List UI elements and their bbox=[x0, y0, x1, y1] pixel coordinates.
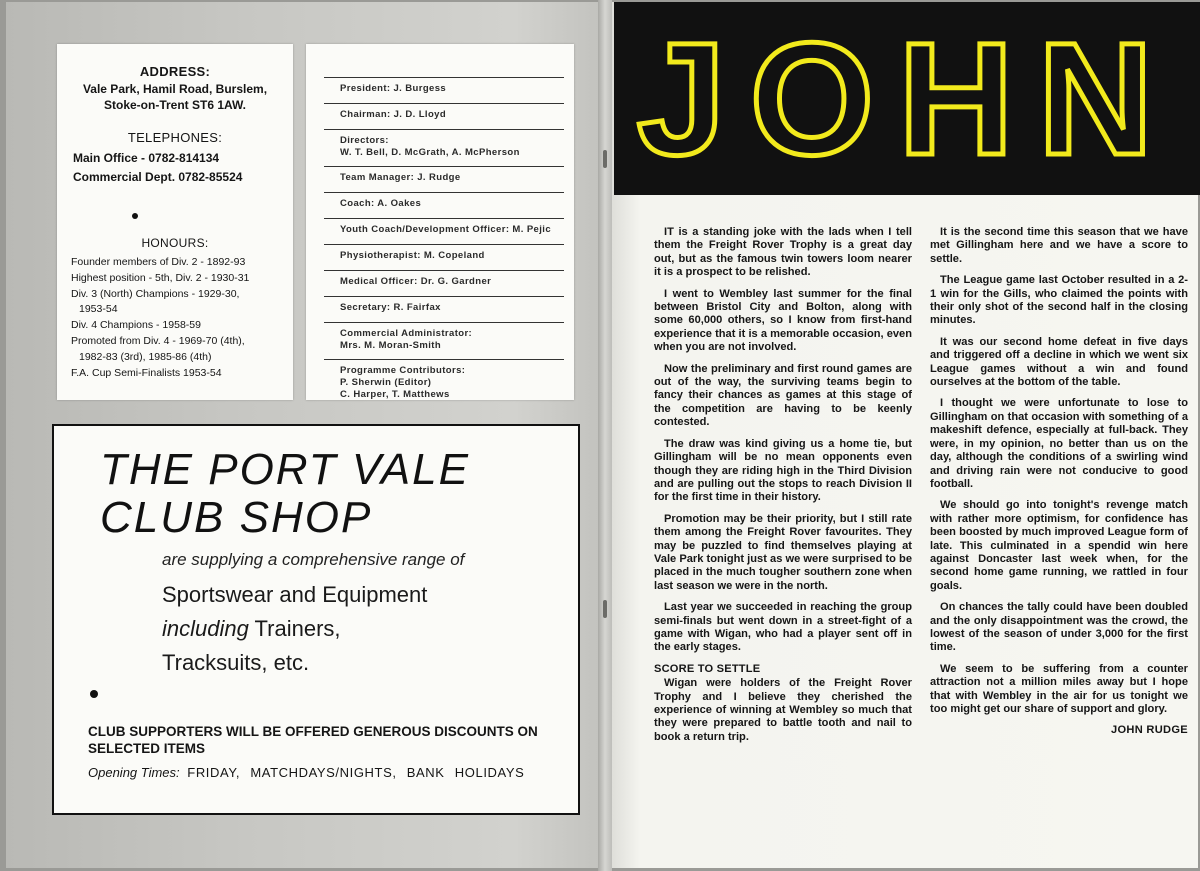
official-text: Physiotherapist: M. Copeland bbox=[340, 250, 485, 261]
shop-item-line: Sportswear and Equipment bbox=[162, 582, 428, 607]
article-paragraph: On chances the tally could have been doubled and the only disappointment was the crowd, the lowest of the season of under 3,000 for the first time. bbox=[930, 601, 1188, 654]
article-paragraph: Now the preliminary and first round games are out of the way, the surviving teams begin to fancy their chances as games at this stage of the competition are having to be keenly contested. bbox=[654, 362, 912, 429]
official-row bbox=[324, 129, 564, 166]
shop-discount: CLUB SUPPORTERS WILL BE OFFERED GENEROUS DISCOUNTS ON SELECTED ITEMS bbox=[88, 724, 538, 756]
official-row bbox=[324, 270, 564, 296]
telephone-line: Main Office - 0782-814134 bbox=[73, 151, 220, 165]
shop-item-including: including bbox=[162, 616, 249, 641]
official-text: Team Manager: J. Rudge bbox=[340, 172, 461, 183]
official-row bbox=[324, 296, 564, 322]
address-heading: ADDRESS: bbox=[139, 64, 211, 79]
article-paragraph: It was our second home defeat in five days and triggered off a decline in which we went six League games without a win and found ourselves at the bottom of the table. bbox=[930, 335, 1188, 389]
address-lines bbox=[57, 81, 293, 113]
official-text: Mrs. M. Moran-Smith bbox=[340, 340, 442, 351]
honours-list bbox=[57, 255, 293, 381]
banner-title-text: JOHN bbox=[636, 9, 1178, 188]
telephones-heading: TELEPHONES: bbox=[127, 130, 223, 145]
official-text: Youth Coach/Development Officer: M. Pejic bbox=[340, 224, 552, 235]
bullet-icon bbox=[132, 213, 138, 219]
opening-times-label: Opening Times: bbox=[88, 765, 180, 780]
shop-title-line: CLUB SHOP bbox=[100, 493, 373, 542]
honour-item: F.A. Cup Semi-Finalists 1953-54 bbox=[71, 366, 222, 379]
honour-item: Promoted from Div. 4 - 1969-70 (4th), bbox=[71, 334, 245, 347]
shop-item-rest: Trainers, bbox=[248, 616, 341, 641]
shop-title-line: THE PORT VALE bbox=[100, 445, 470, 494]
official-row bbox=[324, 244, 564, 270]
official-text: Secretary: R. Fairfax bbox=[340, 302, 441, 313]
honour-item: 1982-83 (3rd), 1985-86 (4th) bbox=[79, 350, 212, 363]
club-shop-advert bbox=[52, 424, 580, 815]
article-paragraph: I went to Wembley last summer for the final between Bristol City and Bolton, along with some 60,000 others, so I know from first-hand experience that it is a memorable occasion, even when you are not involved. bbox=[654, 287, 912, 354]
article-paragraph: The draw was kind giving us a home tie, but Gillingham will be no mean opponents even though they are riding high in the Third Division and are pulling out the stops to reach Division II for the first time in their history. bbox=[654, 437, 912, 504]
article-paragraph: The League game last October resulted in a 2-1 win for the Gills, who claimed the points with their only shot of the second half in the closing minutes. bbox=[930, 274, 1188, 327]
title-banner bbox=[614, 2, 1200, 195]
article-column bbox=[654, 226, 912, 752]
article-subheading: SCORE TO SETTLE bbox=[654, 662, 761, 675]
official-text: C. Harper, T. Matthews bbox=[340, 389, 450, 400]
official-text: Programme Contributors: bbox=[340, 365, 466, 376]
staple bbox=[603, 150, 607, 168]
shop-title bbox=[100, 446, 470, 542]
official-row bbox=[324, 77, 564, 103]
address-card bbox=[57, 44, 293, 400]
official-row bbox=[324, 322, 564, 359]
shop-item-line bbox=[162, 612, 427, 646]
article-paragraph: Last year we succeeded in reaching the group semi-finals but went down in a street-fight of a game with Wigan, who had a player sent off in the early stages. bbox=[654, 601, 912, 654]
banner-title bbox=[614, 2, 1200, 195]
bullet-icon bbox=[90, 690, 98, 698]
honours-heading: HONOURS: bbox=[141, 236, 209, 250]
address-line: Stoke-on-Trent ST6 1AW. bbox=[103, 98, 247, 112]
article-paragraph: I thought we were unfortunate to lose to Gillingham on that occasion with something of a makeshift defence, especially at full-back. They were, in my opinion, no better than us on the day, although the conditions of a swirling wind and driving rain were not conducive to good football. bbox=[930, 397, 1188, 490]
official-text: President: J. Burgess bbox=[340, 83, 447, 94]
honour-item: Founder members of Div. 2 - 1892-93 bbox=[71, 256, 246, 268]
opening-times-value: FRIDAY, MATCHDAYS/NIGHTS, BANK HOLIDAYS bbox=[187, 765, 525, 780]
address-line: Vale Park, Hamil Road, Burslem, bbox=[82, 82, 268, 96]
article-paragraph: Promotion may be their priority, but I still rate them among the Freight Rover favourites. They may be puzzled to find themselves playing at Vale Park tonight just as we were surprised to be placed in the much tougher southern zone when last season we were in the north. bbox=[654, 512, 912, 592]
officials-list bbox=[324, 77, 564, 409]
honour-item: Div. 3 (North) Champions - 1929-30, bbox=[71, 287, 240, 300]
article-paragraph: IT is a standing joke with the lads when I tell them the Freight Rover Trophy is a great day out, but as the famous twin towers loom nearer it is a prospect to be relished. bbox=[654, 226, 912, 279]
telephone-lines bbox=[57, 149, 293, 187]
article-paragraph: We should go into tonight's revenge match with rather more optimism, for confidence has been boosted by much improved League form of late. This culminated in a spendid win here against Doncaster last week when, for the second home game running, we rattled in four goals. bbox=[930, 499, 1188, 592]
official-text: Medical Officer: Dr. G. Gardner bbox=[340, 276, 492, 287]
shop-opening-times bbox=[88, 765, 524, 780]
official-text: W. T. Bell, D. McGrath, A. McPherson bbox=[340, 147, 520, 158]
telephone-line: Commercial Dept. 0782-85524 bbox=[73, 170, 243, 184]
official-text: Coach: A. Oakes bbox=[340, 198, 422, 209]
official-text: Commercial Administrator: bbox=[340, 328, 473, 339]
official-row bbox=[324, 192, 564, 218]
official-row bbox=[324, 166, 564, 192]
official-text: Directors: bbox=[340, 135, 389, 146]
officials-card bbox=[306, 44, 574, 400]
article-column bbox=[930, 226, 1188, 738]
official-row bbox=[324, 218, 564, 244]
shop-items bbox=[162, 578, 427, 680]
official-text: P. Sherwin (Editor) bbox=[340, 377, 432, 388]
spine bbox=[598, 0, 612, 871]
shop-item-line: Tracksuits, etc. bbox=[162, 650, 310, 675]
article-byline: JOHN RUDGE bbox=[1111, 724, 1188, 737]
honour-item: Div. 4 Champions - 1958-59 bbox=[71, 319, 201, 332]
honour-item: 1953-54 bbox=[79, 303, 118, 316]
honour-item: Highest position - 5th, Div. 2 - 1930-31 bbox=[71, 271, 250, 284]
staple bbox=[603, 600, 607, 618]
official-row bbox=[324, 103, 564, 129]
article-paragraph: We seem to be suffering from a counter attraction not a million miles away but I hope that with Wembley in the air for us tonight we too might get our share of support and glory. bbox=[930, 662, 1188, 715]
official-row bbox=[324, 359, 564, 409]
article-paragraph: Wigan were holders of the Freight Rover Trophy and I believe they cherished the experience of winning at Wembley so much that they were prepared to battle tooth and nail to book a return trip. bbox=[654, 677, 912, 743]
shop-subtitle: are supplying a comprehensive range of bbox=[162, 550, 465, 569]
article-paragraph: It is the second time this season that we have met Gillingham here and we have a score to settle. bbox=[930, 226, 1188, 265]
official-text: Chairman: J. D. Lloyd bbox=[340, 109, 447, 120]
